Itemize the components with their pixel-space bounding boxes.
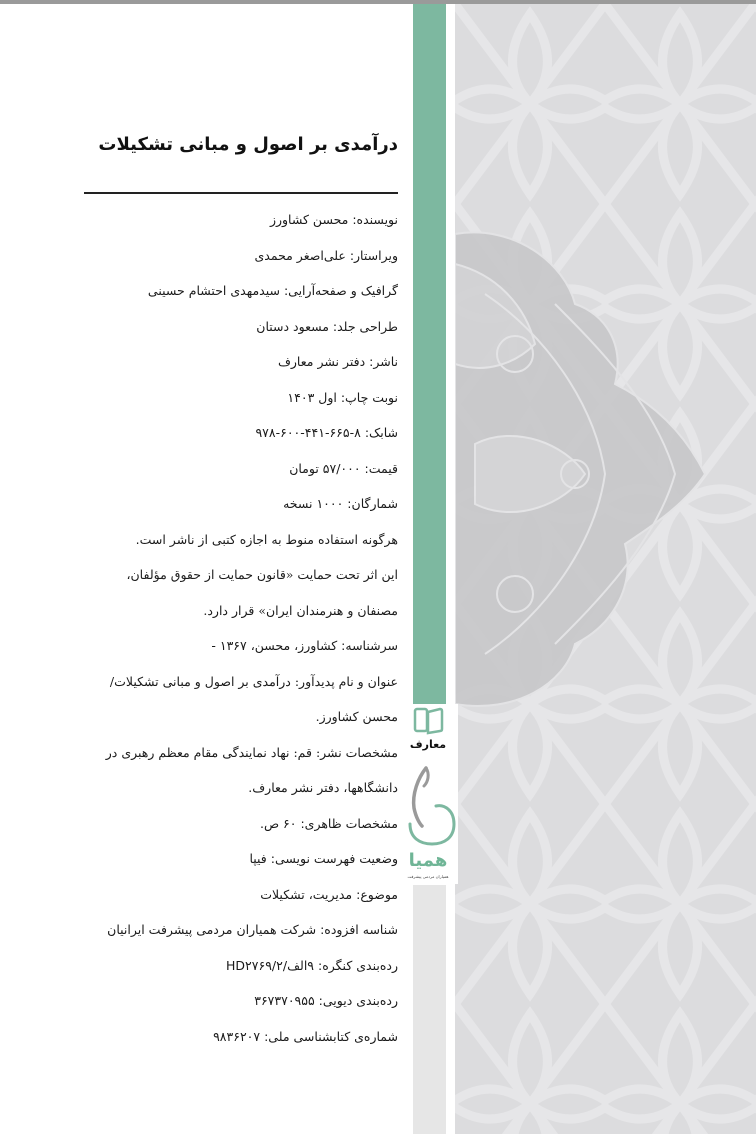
- publisher-logos: [398, 704, 458, 884]
- lc-classification-line: رده‌بندی کنگره: ۹الف/۲/HD۲۷۶۹: [226, 957, 398, 973]
- cover-design-line: طراحی جلد: مسعود دستان: [256, 318, 398, 334]
- colophon-details: [80, 202, 398, 1054]
- publication-line-2: دانشگاهها، دفتر نشر معارف.: [248, 780, 398, 795]
- national-bibliography-line: شماره‌ی کتابشناسی ملی: ۹۸۳۶۲۰۷: [213, 1028, 398, 1044]
- rights-line: هرگونه استفاده منوط به اجازه کتبی از ناشر است.: [135, 531, 398, 547]
- homa-tagline: همیاران مردمی پیشرفت: [407, 874, 449, 879]
- maaref-wordmark: معارف: [409, 738, 447, 751]
- legal-line-1: این اثر تحت حمایت «قانون حمایت از حقوق مؤلفان،: [126, 567, 398, 582]
- subject-line: موضوع: مدیریت، تشکیلات: [260, 886, 398, 902]
- cataloging-status-line: وضعیت فهرست نویسی: فیپا: [249, 851, 398, 866]
- dewey-classification-line: رده‌بندی دیویی: ۳۶۷۳۷۰۹۵۵: [254, 993, 398, 1008]
- legal-line-2: مصنفان و هنرمندان ایران» قرار دارد.: [203, 602, 398, 618]
- edition-line: نوبت چاپ: اول ۱۴۰۳: [287, 389, 398, 405]
- author-line: نویسنده: محسن کشاورز: [269, 212, 398, 227]
- editor-line: ویراستار: علی‌اصغر محمدی: [254, 247, 398, 263]
- colophon-content: [80, 120, 398, 1054]
- title-divider: [84, 192, 398, 194]
- publication-line-1: مشخصات نشر: قم: نهاد نمایندگی مقام معظم رهبری در: [105, 744, 398, 760]
- homa-emblem-icon: [398, 764, 458, 852]
- added-entry-line: شناسه افزوده: شرکت همیاران مردمی پیشرفت ایرانیان: [107, 922, 398, 937]
- maaref-logo: [398, 704, 458, 754]
- print-run-line: شمارگان: ۱۰۰۰ نسخه: [283, 496, 398, 511]
- title-statement-line-1: عنوان و نام پدیدآور: درآمدی بر اصول و مبانی تشکیلات/: [109, 673, 398, 689]
- gray-accent-band: [413, 885, 446, 1134]
- publisher-line: ناشر: دفتر نشر معارف: [277, 354, 398, 369]
- price-line: قیمت: ۵۷/۰۰۰ تومان: [289, 460, 398, 476]
- homa-wordmark: همیا: [408, 850, 448, 871]
- graphics-line: گرافیک و صفحه‌آرایی: سیدمهدی احتشام حسینی: [147, 283, 398, 298]
- homa-logo: [398, 764, 458, 884]
- open-book-icon: [398, 704, 458, 738]
- title-statement-line-2: محسن کشاورز.: [315, 709, 398, 724]
- main-entry-line: سرشناسه: کشاورز، محسن، ۱۳۶۷ -: [211, 638, 398, 653]
- ornamental-pattern-panel: [455, 4, 756, 1134]
- islamic-pattern-icon: [455, 4, 756, 1134]
- physical-description-line: مشخصات ظاهری: ۶۰ ص.: [259, 815, 398, 831]
- isbn-line: شابک: ۸-۶۶۵-۴۴۱-۶۰۰-۹۷۸: [255, 425, 398, 440]
- book-title: درآمدی بر اصول و مبانی تشکیلات: [98, 134, 398, 155]
- green-accent-band: [413, 4, 446, 704]
